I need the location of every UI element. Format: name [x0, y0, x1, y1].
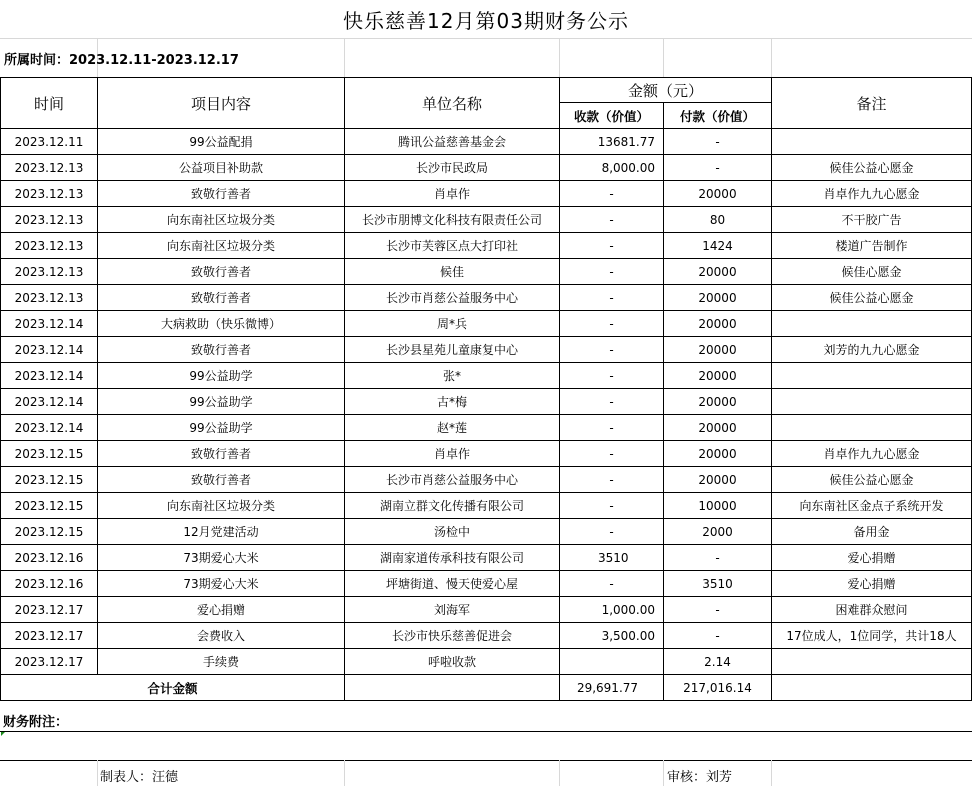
- header-unit: 单位名称: [345, 78, 560, 129]
- row-income: -: [560, 337, 664, 363]
- row-item: 致敬行善者: [98, 181, 345, 207]
- row-item: 爱心捐赠: [98, 597, 345, 623]
- table-row: [1, 363, 972, 389]
- row-expense: 1424: [664, 233, 772, 259]
- row-expense: 3510: [664, 571, 772, 597]
- row-remark: 爱心捐赠: [772, 545, 972, 571]
- row-date: 2023.12.17: [1, 597, 98, 623]
- row-item: 99公益助学: [98, 389, 345, 415]
- row-income: -: [560, 493, 664, 519]
- row-item: 向东南社区垃圾分类: [98, 207, 345, 233]
- table-row: [1, 415, 972, 441]
- table-row: [1, 389, 972, 415]
- grid-line: [344, 760, 345, 786]
- header-remark: 备注: [772, 78, 972, 129]
- row-unit: 张*: [345, 363, 560, 389]
- row-item: 向东南社区垃圾分类: [98, 493, 345, 519]
- table-row: [1, 181, 972, 207]
- row-remark: 刘芳的九九心愿金: [772, 337, 972, 363]
- row-income: -: [560, 311, 664, 337]
- row-remark: 候佳心愿金: [772, 259, 972, 285]
- row-item: 致敬行善者: [98, 337, 345, 363]
- row-date: 2023.12.14: [1, 311, 98, 337]
- row-date: 2023.12.13: [1, 207, 98, 233]
- row-unit: 坪塘街道、慢天使爱心屋: [345, 571, 560, 597]
- row-remark: [772, 389, 972, 415]
- grid-line: [771, 38, 772, 78]
- row-date: 2023.12.13: [1, 233, 98, 259]
- row-unit: 湖南立群文化传播有限公司: [345, 493, 560, 519]
- row-unit: 汤检中: [345, 519, 560, 545]
- grid-line: [559, 760, 560, 786]
- row-date: 2023.12.16: [1, 545, 98, 571]
- row-date: 2023.12.14: [1, 415, 98, 441]
- table-row: [1, 337, 972, 363]
- row-date: 2023.12.13: [1, 259, 98, 285]
- row-remark: 候佳公益心愿金: [772, 467, 972, 493]
- row-date: 2023.12.13: [1, 155, 98, 181]
- row-item: 73期爱心大米: [98, 571, 345, 597]
- row-remark: 楼道广告制作: [772, 233, 972, 259]
- row-unit: 湖南家道传承科技有限公司: [345, 545, 560, 571]
- row-item: 会费收入: [98, 623, 345, 649]
- row-expense: -: [664, 597, 772, 623]
- row-remark: [772, 649, 972, 675]
- row-income: 8,000.00: [560, 155, 664, 181]
- total-income: 29,691.77: [560, 675, 664, 701]
- row-date: 2023.12.15: [1, 467, 98, 493]
- table-row: [1, 597, 972, 623]
- header-expense: 付款（价值）: [664, 103, 772, 129]
- table-row: [1, 311, 972, 337]
- grid-line: [559, 38, 560, 78]
- table-row: [1, 207, 972, 233]
- table-row: [1, 259, 972, 285]
- row-unit: 长沙市肖慈公益服务中心: [345, 285, 560, 311]
- row-date: 2023.12.13: [1, 285, 98, 311]
- row-unit: 肖卓作: [345, 441, 560, 467]
- row-remark: 不干胶广告: [772, 207, 972, 233]
- row-unit: 长沙县星苑儿童康复中心: [345, 337, 560, 363]
- table-row: [1, 649, 972, 675]
- row-income: -: [560, 467, 664, 493]
- row-remark: 困难群众慰问: [772, 597, 972, 623]
- row-income: [560, 649, 664, 675]
- header-income: 收款（价值）: [560, 103, 664, 129]
- row-expense: -: [664, 623, 772, 649]
- row-item: 手续费: [98, 649, 345, 675]
- row-unit: 长沙市肖慈公益服务中心: [345, 467, 560, 493]
- total-expense: 217,016.14: [664, 675, 772, 701]
- table-body: [1, 129, 972, 675]
- row-income: -: [560, 415, 664, 441]
- grid-line: [97, 760, 98, 786]
- row-remark: 17位成人，1位同学，共计18人: [772, 623, 972, 649]
- table-row: [1, 441, 972, 467]
- row-remark: [772, 415, 972, 441]
- row-expense: 20000: [664, 415, 772, 441]
- row-item: 大病救助（快乐微博）: [98, 311, 345, 337]
- row-unit: 古*梅: [345, 389, 560, 415]
- table-row: [1, 233, 972, 259]
- row-expense: -: [664, 155, 772, 181]
- divider: [0, 731, 972, 732]
- period-label: 所属时间：2023.12.11-2023.12.17: [4, 53, 239, 68]
- divider: [0, 760, 972, 761]
- row-unit: 腾讯公益慈善基金会: [345, 129, 560, 155]
- row-remark: 肖卓作九九心愿金: [772, 441, 972, 467]
- header-time: 时间: [1, 78, 98, 129]
- row-item: 向东南社区垃圾分类: [98, 233, 345, 259]
- table-row: [1, 571, 972, 597]
- row-unit: 长沙市朋博文化科技有限责任公司: [345, 207, 560, 233]
- row-income: -: [560, 207, 664, 233]
- table-row: [1, 519, 972, 545]
- grid-line: [0, 38, 972, 39]
- finance-notes-label: 财务附注：: [3, 715, 69, 730]
- row-date: 2023.12.14: [1, 363, 98, 389]
- row-expense: 10000: [664, 493, 772, 519]
- row-income: 1,000.00: [560, 597, 664, 623]
- table-row: [1, 493, 972, 519]
- table-row: [1, 545, 972, 571]
- row-expense: 20000: [664, 181, 772, 207]
- row-remark: 候佳公益心愿金: [772, 155, 972, 181]
- finance-table: [0, 77, 972, 701]
- row-income: -: [560, 389, 664, 415]
- header-amount: 金额（元）: [560, 78, 772, 103]
- row-expense: 2.14: [664, 649, 772, 675]
- row-unit: 刘海军: [345, 597, 560, 623]
- grid-line: [663, 760, 664, 786]
- auditor-label: 审核：刘芳: [667, 770, 733, 785]
- row-income: -: [560, 259, 664, 285]
- row-income: -: [560, 285, 664, 311]
- total-remark-cell: [772, 675, 972, 701]
- row-expense: 20000: [664, 259, 772, 285]
- row-remark: 肖卓作九九心愿金: [772, 181, 972, 207]
- row-remark: [772, 363, 972, 389]
- grid-line: [771, 760, 772, 786]
- row-unit: 周*兵: [345, 311, 560, 337]
- row-date: 2023.12.14: [1, 389, 98, 415]
- row-unit: 长沙市民政局: [345, 155, 560, 181]
- row-unit: 肖卓作: [345, 181, 560, 207]
- row-income: 13681.77: [560, 129, 664, 155]
- row-date: 2023.12.15: [1, 493, 98, 519]
- header-item: 项目内容: [98, 78, 345, 129]
- row-expense: 20000: [664, 337, 772, 363]
- table-row: [1, 623, 972, 649]
- maker-label: 制表人：汪德: [100, 770, 179, 785]
- row-income: 3,500.00: [560, 623, 664, 649]
- table-row: [1, 467, 972, 493]
- row-income: -: [560, 181, 664, 207]
- row-expense: 20000: [664, 441, 772, 467]
- sheet-title: 快乐慈善12月第03期财务公示: [343, 9, 629, 33]
- row-item: 99公益助学: [98, 363, 345, 389]
- table-row: [1, 129, 972, 155]
- row-date: 2023.12.16: [1, 571, 98, 597]
- row-income: -: [560, 571, 664, 597]
- row-income: 3510: [560, 545, 664, 571]
- row-income: -: [560, 519, 664, 545]
- row-expense: -: [664, 545, 772, 571]
- row-expense: 20000: [664, 467, 772, 493]
- row-unit: 候佳: [345, 259, 560, 285]
- row-expense: 20000: [664, 389, 772, 415]
- row-expense: -: [664, 129, 772, 155]
- table-row: [1, 155, 972, 181]
- row-remark: 向东南社区金点子系统开发: [772, 493, 972, 519]
- row-unit: 长沙市快乐慈善促进会: [345, 623, 560, 649]
- row-date: 2023.12.15: [1, 519, 98, 545]
- row-remark: 爱心捐赠: [772, 571, 972, 597]
- row-unit: 赵*莲: [345, 415, 560, 441]
- row-remark: 备用金: [772, 519, 972, 545]
- total-row: [1, 675, 972, 701]
- row-expense: 20000: [664, 285, 772, 311]
- row-item: 99公益助学: [98, 415, 345, 441]
- row-date: 2023.12.17: [1, 649, 98, 675]
- total-label: 合计金额: [1, 675, 345, 701]
- row-expense: 2000: [664, 519, 772, 545]
- row-date: 2023.12.14: [1, 337, 98, 363]
- row-item: 致敬行善者: [98, 259, 345, 285]
- row-remark: [772, 129, 972, 155]
- row-remark: [772, 311, 972, 337]
- row-remark: 候佳公益心愿金: [772, 285, 972, 311]
- row-income: -: [560, 363, 664, 389]
- row-item: 99公益配捐: [98, 129, 345, 155]
- grid-line: [663, 38, 664, 78]
- row-item: 公益项目补助款: [98, 155, 345, 181]
- row-item: 致敬行善者: [98, 467, 345, 493]
- row-income: -: [560, 441, 664, 467]
- table-row: [1, 285, 972, 311]
- row-date: 2023.12.17: [1, 623, 98, 649]
- row-item: 致敬行善者: [98, 441, 345, 467]
- row-date: 2023.12.13: [1, 181, 98, 207]
- row-unit: 呼啦收款: [345, 649, 560, 675]
- row-item: 致敬行善者: [98, 285, 345, 311]
- row-item: 12月党建活动: [98, 519, 345, 545]
- row-date: 2023.12.15: [1, 441, 98, 467]
- row-expense: 20000: [664, 311, 772, 337]
- row-expense: 20000: [664, 363, 772, 389]
- row-expense: 80: [664, 207, 772, 233]
- row-item: 73期爱心大米: [98, 545, 345, 571]
- grid-line: [344, 38, 345, 78]
- row-unit: 长沙市芙蓉区点大打印社: [345, 233, 560, 259]
- row-income: -: [560, 233, 664, 259]
- total-unit-cell: [345, 675, 560, 701]
- row-date: 2023.12.11: [1, 129, 98, 155]
